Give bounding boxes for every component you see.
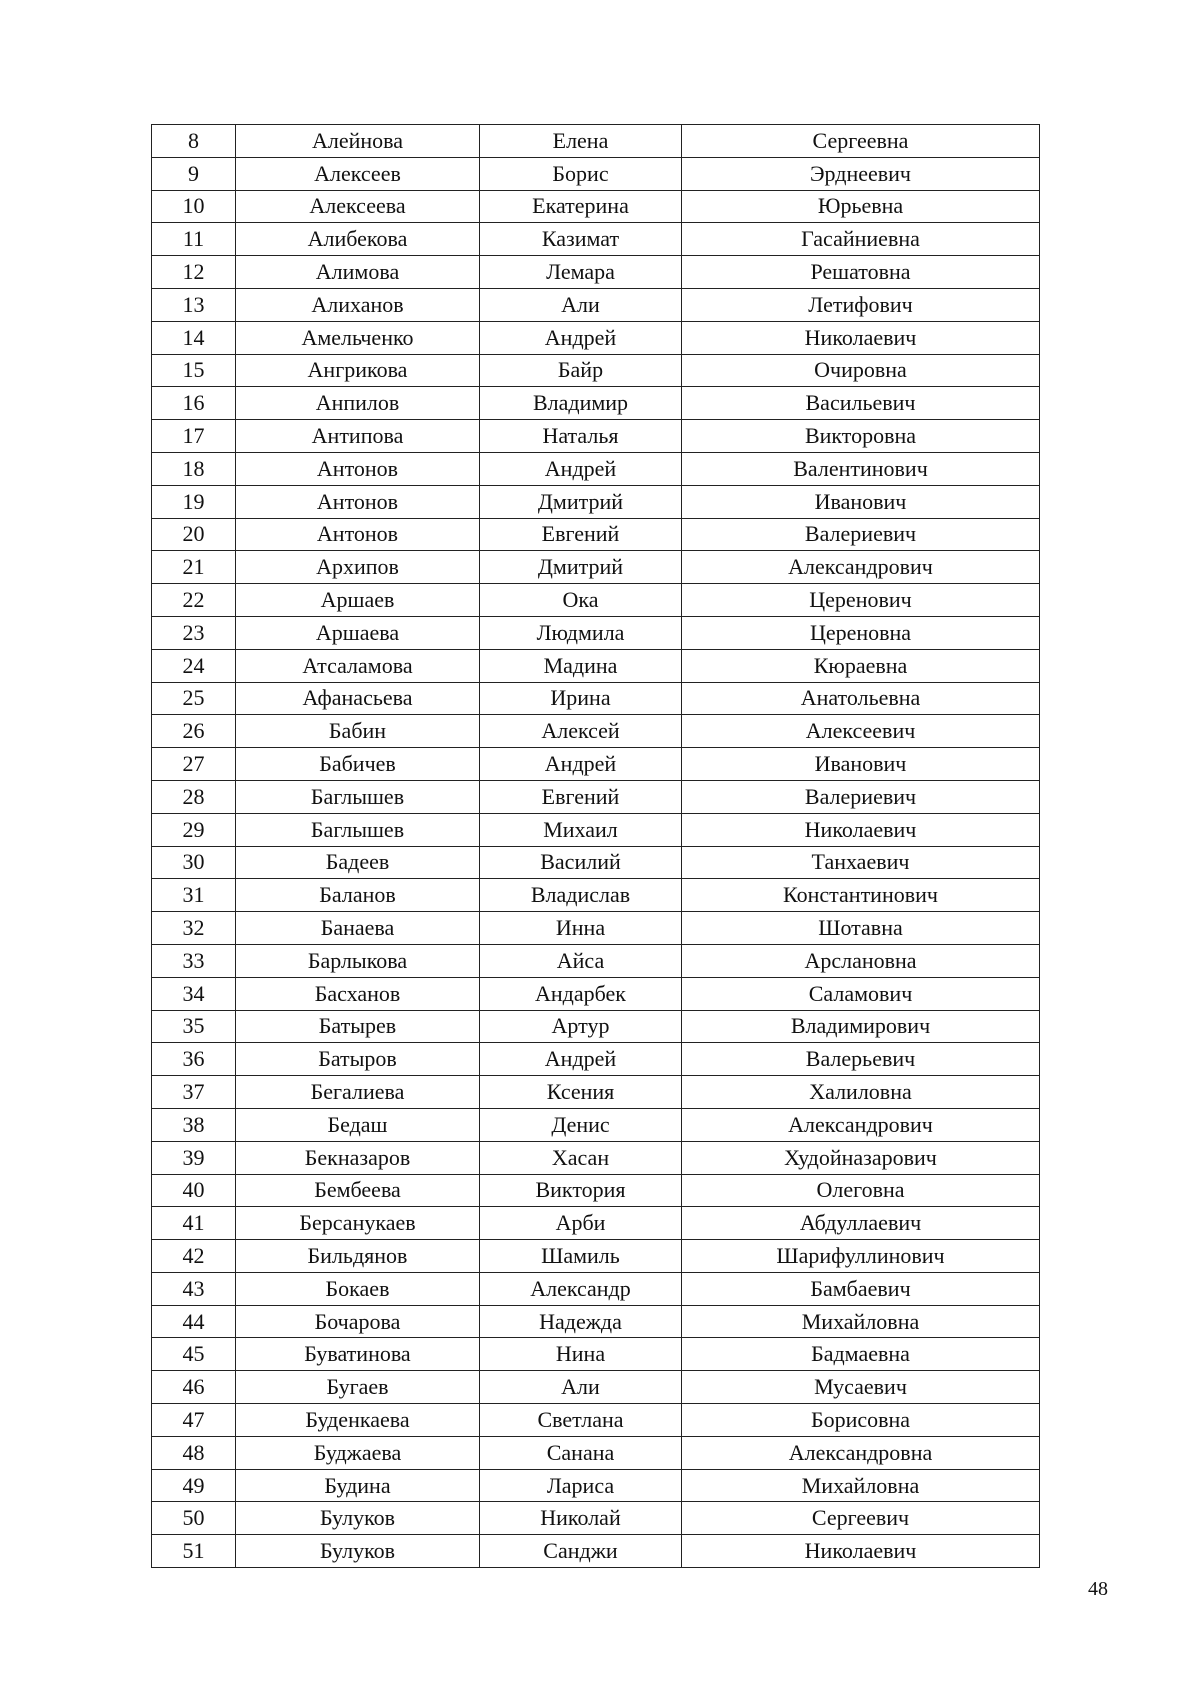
patronymic-cell: Константинович xyxy=(682,879,1040,912)
row-number-cell: 50 xyxy=(152,1502,236,1535)
page-number: 48 xyxy=(1088,1578,1108,1600)
row-number-cell: 16 xyxy=(152,387,236,420)
patronymic-cell: Арслановна xyxy=(682,944,1040,977)
patronymic-cell: Кюраевна xyxy=(682,649,1040,682)
last-name-cell: Алексеев xyxy=(236,157,480,190)
row-number-cell: 45 xyxy=(152,1338,236,1371)
last-name-cell: Баланов xyxy=(236,879,480,912)
table-row xyxy=(152,551,1040,584)
row-number-cell: 51 xyxy=(152,1535,236,1568)
last-name-cell: Алиханов xyxy=(236,288,480,321)
patronymic-cell: Николаевич xyxy=(682,1535,1040,1568)
patronymic-cell: Бамбаевич xyxy=(682,1272,1040,1305)
first-name-cell: Андрей xyxy=(480,321,682,354)
first-name-cell: Лариса xyxy=(480,1469,682,1502)
first-name-cell: Дмитрий xyxy=(480,551,682,584)
first-name-cell: Виктория xyxy=(480,1174,682,1207)
row-number-cell: 37 xyxy=(152,1076,236,1109)
last-name-cell: Барлыкова xyxy=(236,944,480,977)
patronymic-cell: Анатольевна xyxy=(682,682,1040,715)
last-name-cell: Батыров xyxy=(236,1043,480,1076)
first-name-cell: Ока xyxy=(480,584,682,617)
last-name-cell: Бильдянов xyxy=(236,1240,480,1273)
table-row xyxy=(152,190,1040,223)
table-row xyxy=(152,256,1040,289)
first-name-cell: Мадина xyxy=(480,649,682,682)
patronymic-cell: Решатовна xyxy=(682,256,1040,289)
table-row xyxy=(152,1207,1040,1240)
row-number-cell: 42 xyxy=(152,1240,236,1273)
first-name-cell: Шамиль xyxy=(480,1240,682,1273)
first-name-cell: Нина xyxy=(480,1338,682,1371)
patronymic-cell: Николаевич xyxy=(682,813,1040,846)
row-number-cell: 28 xyxy=(152,780,236,813)
row-number-cell: 18 xyxy=(152,452,236,485)
first-name-cell: Ксения xyxy=(480,1076,682,1109)
first-name-cell: Хасан xyxy=(480,1141,682,1174)
patronymic-cell: Очировна xyxy=(682,354,1040,387)
last-name-cell: Бекназаров xyxy=(236,1141,480,1174)
patronymic-cell: Александровна xyxy=(682,1436,1040,1469)
row-number-cell: 10 xyxy=(152,190,236,223)
first-name-cell: Денис xyxy=(480,1108,682,1141)
row-number-cell: 34 xyxy=(152,977,236,1010)
patronymic-cell: Владимирович xyxy=(682,1010,1040,1043)
patronymic-cell: Алексеевич xyxy=(682,715,1040,748)
patronymic-cell: Николаевич xyxy=(682,321,1040,354)
table-row xyxy=(152,1305,1040,1338)
table-row xyxy=(152,1141,1040,1174)
last-name-cell: Аршаев xyxy=(236,584,480,617)
row-number-cell: 20 xyxy=(152,518,236,551)
first-name-cell: Василий xyxy=(480,846,682,879)
first-name-cell: Ирина xyxy=(480,682,682,715)
patronymic-cell: Танхаевич xyxy=(682,846,1040,879)
first-name-cell: Андарбек xyxy=(480,977,682,1010)
last-name-cell: Алибекова xyxy=(236,223,480,256)
table-row xyxy=(152,321,1040,354)
last-name-cell: Алимова xyxy=(236,256,480,289)
last-name-cell: Басханов xyxy=(236,977,480,1010)
table-row xyxy=(152,452,1040,485)
first-name-cell: Наталья xyxy=(480,420,682,453)
row-number-cell: 21 xyxy=(152,551,236,584)
first-name-cell: Екатерина xyxy=(480,190,682,223)
patronymic-cell: Бадмаевна xyxy=(682,1338,1040,1371)
row-number-cell: 8 xyxy=(152,125,236,158)
patronymic-cell: Александрович xyxy=(682,551,1040,584)
patronymic-cell: Иванович xyxy=(682,748,1040,781)
first-name-cell: Елена xyxy=(480,125,682,158)
table-row xyxy=(152,1535,1040,1568)
last-name-cell: Атсаламова xyxy=(236,649,480,682)
last-name-cell: Буджаева xyxy=(236,1436,480,1469)
patronymic-cell: Саламович xyxy=(682,977,1040,1010)
table-row xyxy=(152,1010,1040,1043)
last-name-cell: Анпилов xyxy=(236,387,480,420)
patronymic-cell: Эрднеевич xyxy=(682,157,1040,190)
names-table-body xyxy=(152,125,1040,1568)
last-name-cell: Бочарова xyxy=(236,1305,480,1338)
table-row xyxy=(152,748,1040,781)
row-number-cell: 30 xyxy=(152,846,236,879)
table-row xyxy=(152,1240,1040,1273)
table-row xyxy=(152,1043,1040,1076)
patronymic-cell: Михайловна xyxy=(682,1305,1040,1338)
last-name-cell: Буденкаева xyxy=(236,1404,480,1437)
first-name-cell: Инна xyxy=(480,912,682,945)
table-row xyxy=(152,1108,1040,1141)
patronymic-cell: Валериевич xyxy=(682,780,1040,813)
row-number-cell: 33 xyxy=(152,944,236,977)
patronymic-cell: Александрович xyxy=(682,1108,1040,1141)
first-name-cell: Алексей xyxy=(480,715,682,748)
table-row xyxy=(152,912,1040,945)
table-row xyxy=(152,518,1040,551)
row-number-cell: 13 xyxy=(152,288,236,321)
row-number-cell: 26 xyxy=(152,715,236,748)
last-name-cell: Ангрикова xyxy=(236,354,480,387)
patronymic-cell: Летифович xyxy=(682,288,1040,321)
first-name-cell: Лемара xyxy=(480,256,682,289)
row-number-cell: 23 xyxy=(152,616,236,649)
patronymic-cell: Мусаевич xyxy=(682,1371,1040,1404)
row-number-cell: 36 xyxy=(152,1043,236,1076)
first-name-cell: Андрей xyxy=(480,748,682,781)
table-row xyxy=(152,125,1040,158)
patronymic-cell: Гасайниевна xyxy=(682,223,1040,256)
row-number-cell: 12 xyxy=(152,256,236,289)
last-name-cell: Антипова xyxy=(236,420,480,453)
first-name-cell: Евгений xyxy=(480,780,682,813)
last-name-cell: Аршаева xyxy=(236,616,480,649)
row-number-cell: 19 xyxy=(152,485,236,518)
last-name-cell: Берсанукаев xyxy=(236,1207,480,1240)
table-row xyxy=(152,1436,1040,1469)
first-name-cell: Андрей xyxy=(480,452,682,485)
patronymic-cell: Валентинович xyxy=(682,452,1040,485)
row-number-cell: 14 xyxy=(152,321,236,354)
last-name-cell: Антонов xyxy=(236,518,480,551)
first-name-cell: Борис xyxy=(480,157,682,190)
patronymic-cell: Сергеевич xyxy=(682,1502,1040,1535)
first-name-cell: Санджи xyxy=(480,1535,682,1568)
last-name-cell: Алексеева xyxy=(236,190,480,223)
first-name-cell: Байр xyxy=(480,354,682,387)
first-name-cell: Али xyxy=(480,288,682,321)
table-row xyxy=(152,944,1040,977)
patronymic-cell: Халиловна xyxy=(682,1076,1040,1109)
table-row xyxy=(152,1469,1040,1502)
first-name-cell: Владимир xyxy=(480,387,682,420)
table-row xyxy=(152,1272,1040,1305)
last-name-cell: Банаева xyxy=(236,912,480,945)
table-row xyxy=(152,1371,1040,1404)
first-name-cell: Михаил xyxy=(480,813,682,846)
table-row xyxy=(152,649,1040,682)
patronymic-cell: Цеpенович xyxy=(682,584,1040,617)
first-name-cell: Людмила xyxy=(480,616,682,649)
last-name-cell: Бедаш xyxy=(236,1108,480,1141)
first-name-cell: Евгений xyxy=(480,518,682,551)
first-name-cell: Дмитрий xyxy=(480,485,682,518)
table-row xyxy=(152,977,1040,1010)
table-row xyxy=(152,846,1040,879)
last-name-cell: Антонов xyxy=(236,452,480,485)
patronymic-cell: Викторовна xyxy=(682,420,1040,453)
first-name-cell: Али xyxy=(480,1371,682,1404)
row-number-cell: 46 xyxy=(152,1371,236,1404)
row-number-cell: 32 xyxy=(152,912,236,945)
last-name-cell: Амельченко xyxy=(236,321,480,354)
first-name-cell: Александр xyxy=(480,1272,682,1305)
last-name-cell: Батырев xyxy=(236,1010,480,1043)
row-number-cell: 47 xyxy=(152,1404,236,1437)
last-name-cell: Булуков xyxy=(236,1535,480,1568)
patronymic-cell: Иванович xyxy=(682,485,1040,518)
table-row xyxy=(152,715,1040,748)
row-number-cell: 40 xyxy=(152,1174,236,1207)
first-name-cell: Андрей xyxy=(480,1043,682,1076)
first-name-cell: Санана xyxy=(480,1436,682,1469)
row-number-cell: 35 xyxy=(152,1010,236,1043)
row-number-cell: 29 xyxy=(152,813,236,846)
first-name-cell: Казимат xyxy=(480,223,682,256)
last-name-cell: Бокаев xyxy=(236,1272,480,1305)
row-number-cell: 31 xyxy=(152,879,236,912)
row-number-cell: 11 xyxy=(152,223,236,256)
table-row xyxy=(152,1174,1040,1207)
patronymic-cell: Борисовна xyxy=(682,1404,1040,1437)
row-number-cell: 43 xyxy=(152,1272,236,1305)
first-name-cell: Владислав xyxy=(480,879,682,912)
patronymic-cell: Шарифуллинович xyxy=(682,1240,1040,1273)
row-number-cell: 15 xyxy=(152,354,236,387)
table-row xyxy=(152,354,1040,387)
row-number-cell: 22 xyxy=(152,584,236,617)
names-table xyxy=(151,124,1040,1568)
last-name-cell: Будина xyxy=(236,1469,480,1502)
patronymic-cell: Цереновна xyxy=(682,616,1040,649)
patronymic-cell: Абдуллаевич xyxy=(682,1207,1040,1240)
last-name-cell: Бабичев xyxy=(236,748,480,781)
row-number-cell: 25 xyxy=(152,682,236,715)
row-number-cell: 44 xyxy=(152,1305,236,1338)
last-name-cell: Афанасьева xyxy=(236,682,480,715)
table-row xyxy=(152,288,1040,321)
last-name-cell: Алейнова xyxy=(236,125,480,158)
patronymic-cell: Михайловна xyxy=(682,1469,1040,1502)
last-name-cell: Бегалиева xyxy=(236,1076,480,1109)
table-row xyxy=(152,1502,1040,1535)
table-row xyxy=(152,813,1040,846)
first-name-cell: Николай xyxy=(480,1502,682,1535)
row-number-cell: 24 xyxy=(152,649,236,682)
patronymic-cell: Сергеевна xyxy=(682,125,1040,158)
last-name-cell: Антонов xyxy=(236,485,480,518)
patronymic-cell: Юрьевна xyxy=(682,190,1040,223)
row-number-cell: 49 xyxy=(152,1469,236,1502)
patronymic-cell: Валерьевич xyxy=(682,1043,1040,1076)
table-row xyxy=(152,682,1040,715)
row-number-cell: 48 xyxy=(152,1436,236,1469)
row-number-cell: 27 xyxy=(152,748,236,781)
first-name-cell: Айса xyxy=(480,944,682,977)
table-row xyxy=(152,1076,1040,1109)
row-number-cell: 9 xyxy=(152,157,236,190)
patronymic-cell: Олеговна xyxy=(682,1174,1040,1207)
table-row xyxy=(152,485,1040,518)
table-row xyxy=(152,1338,1040,1371)
table-row xyxy=(152,420,1040,453)
first-name-cell: Арби xyxy=(480,1207,682,1240)
table-row xyxy=(152,780,1040,813)
patronymic-cell: Шотавна xyxy=(682,912,1040,945)
table-row xyxy=(152,616,1040,649)
last-name-cell: Бадеев xyxy=(236,846,480,879)
table-row xyxy=(152,879,1040,912)
patronymic-cell: Худойназарович xyxy=(682,1141,1040,1174)
table-row xyxy=(152,387,1040,420)
row-number-cell: 41 xyxy=(152,1207,236,1240)
last-name-cell: Баглышев xyxy=(236,780,480,813)
row-number-cell: 39 xyxy=(152,1141,236,1174)
table-row xyxy=(152,157,1040,190)
first-name-cell: Артур xyxy=(480,1010,682,1043)
first-name-cell: Светлана xyxy=(480,1404,682,1437)
patronymic-cell: Васильевич xyxy=(682,387,1040,420)
last-name-cell: Буватинова xyxy=(236,1338,480,1371)
last-name-cell: Баглышев xyxy=(236,813,480,846)
last-name-cell: Булуков xyxy=(236,1502,480,1535)
row-number-cell: 38 xyxy=(152,1108,236,1141)
last-name-cell: Архипов xyxy=(236,551,480,584)
table-row xyxy=(152,223,1040,256)
last-name-cell: Бугаев xyxy=(236,1371,480,1404)
last-name-cell: Бабин xyxy=(236,715,480,748)
table-row xyxy=(152,584,1040,617)
patronymic-cell: Валериевич xyxy=(682,518,1040,551)
table-row xyxy=(152,1404,1040,1437)
last-name-cell: Бембеева xyxy=(236,1174,480,1207)
first-name-cell: Надежда xyxy=(480,1305,682,1338)
row-number-cell: 17 xyxy=(152,420,236,453)
